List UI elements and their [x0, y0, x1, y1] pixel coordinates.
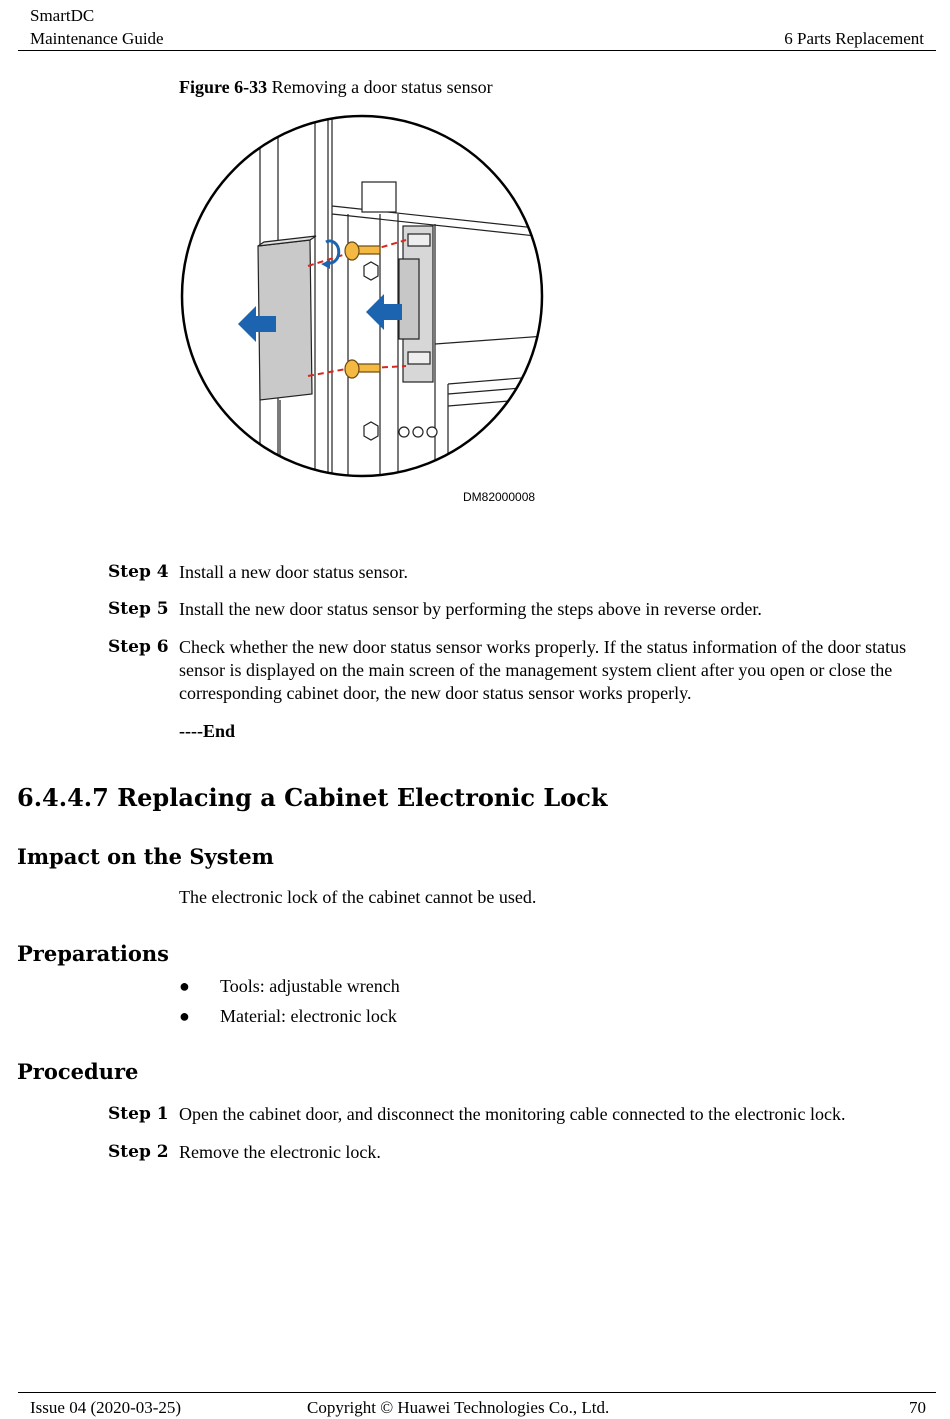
header-doc-title: Maintenance Guide	[30, 29, 164, 48]
header-product: SmartDC	[30, 6, 95, 25]
step-label: Step 6	[108, 637, 169, 657]
footer-copyright: Copyright © Huawei Technologies Co., Ltd.	[307, 1398, 610, 1417]
figure-illustration	[180, 114, 545, 479]
footer-page-number: 70	[909, 1398, 926, 1417]
bullet-icon: ●	[179, 976, 190, 996]
impact-heading: Impact on the System	[17, 844, 274, 869]
figure-code: DM82000008	[463, 490, 536, 504]
figure-caption	[179, 77, 493, 98]
step-text: Open the cabinet door, and disconnect the monitoring cable connected to the electronic lock.	[179, 1104, 846, 1124]
section-title: 6.4.4.7 Replacing a Cabinet Electronic Lock	[17, 783, 608, 812]
step-label: Step 4	[108, 562, 169, 582]
step-label: Step 5	[108, 599, 169, 619]
prep-item-text: Material: electronic lock	[220, 1006, 397, 1026]
step-label: Step 2	[108, 1142, 169, 1162]
prep-item-text: Tools: adjustable wrench	[220, 976, 400, 996]
impact-text: The electronic lock of the cabinet cannot be used.	[179, 887, 537, 907]
end-marker: ----End	[179, 721, 236, 741]
figure-number: Figure 6-33	[179, 77, 268, 97]
bullet-icon: ●	[179, 1006, 190, 1026]
step-text: Install the new door status sensor by performing the steps above in reverse order.	[179, 599, 762, 619]
header-rule	[18, 50, 936, 51]
step-text: Install a new door status sensor.	[179, 562, 408, 582]
footer-issue: Issue 04 (2020-03-25)	[30, 1398, 182, 1417]
proc-heading: Procedure	[17, 1059, 139, 1084]
door-sensor-illustration	[180, 114, 545, 479]
prep-heading: Preparations	[17, 941, 169, 966]
step-text: Check whether the new door status sensor works properly. If the status information of the door status sensor is displayed on the main screen of the management system client after you open or close the corresponding cabinet door, the new door status sensor works properly.	[179, 637, 907, 703]
footer-rule	[18, 1392, 936, 1393]
figure-title: Removing a door status sensor	[271, 77, 493, 97]
header-chapter: 6 Parts Replacement	[784, 29, 924, 48]
step-text: Remove the electronic lock.	[179, 1142, 381, 1162]
step-label: Step 1	[108, 1104, 169, 1124]
